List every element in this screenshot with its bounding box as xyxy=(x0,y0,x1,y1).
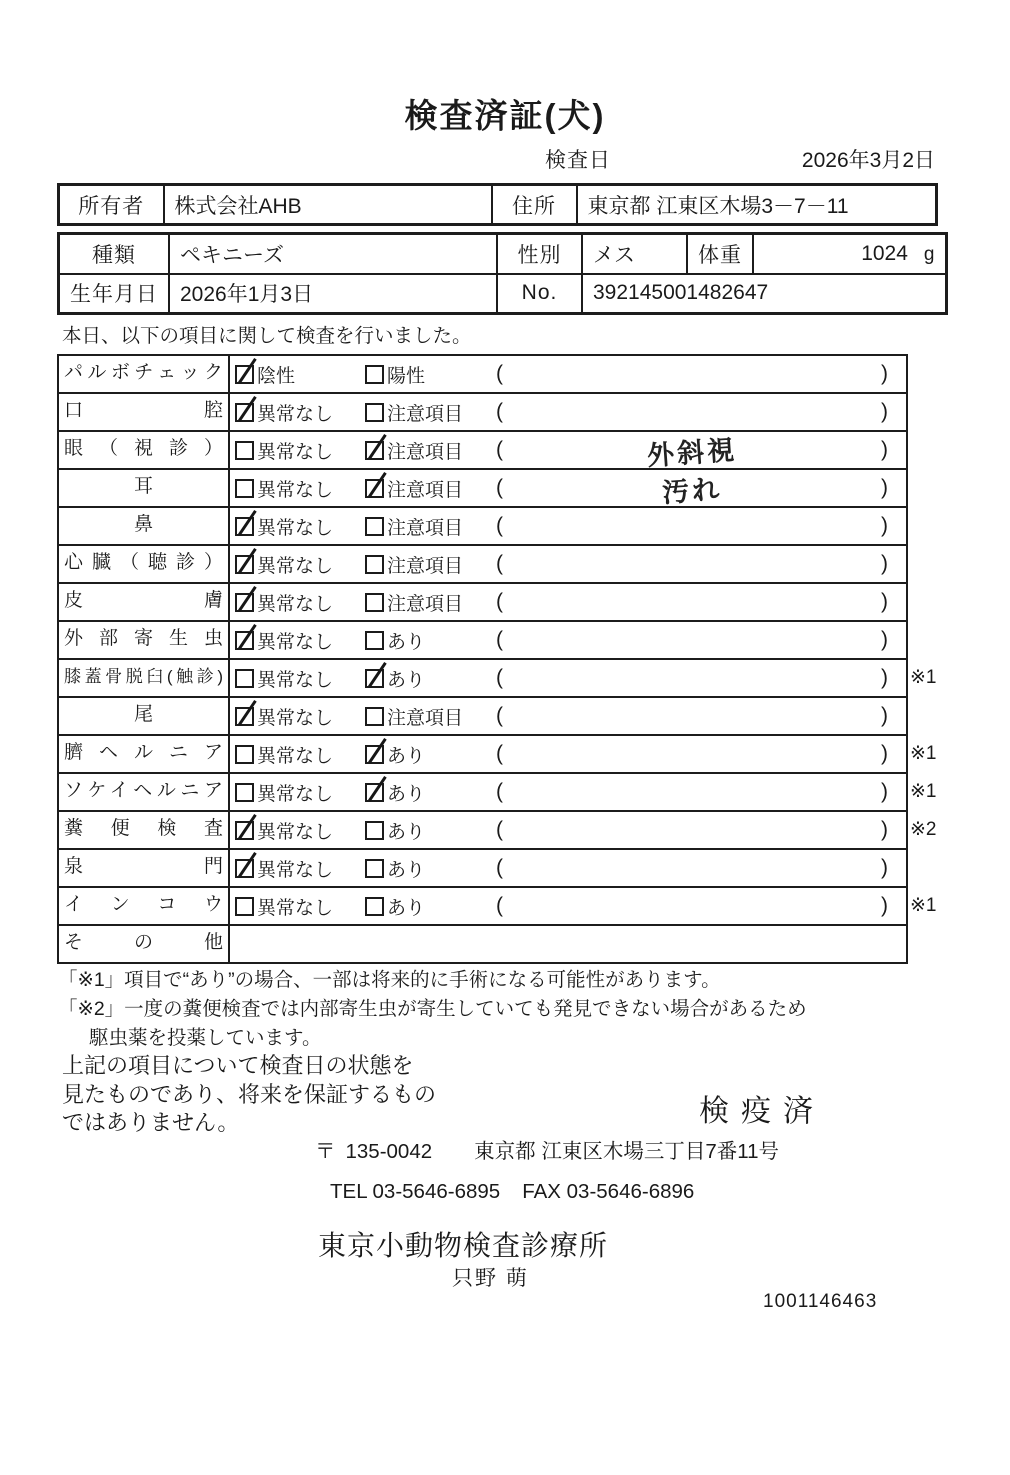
option-1-label: 異常なし xyxy=(257,403,334,425)
birth-value: 2026年1月3日 xyxy=(169,274,497,314)
inspection-item-label: 耳 xyxy=(59,470,230,506)
option-1-label: 異常なし xyxy=(257,745,334,767)
paren-close: ) xyxy=(881,894,888,917)
inspection-row xyxy=(59,774,937,812)
option-1 xyxy=(235,589,365,616)
paren-open: ( xyxy=(496,476,503,499)
remarks-field xyxy=(496,666,888,690)
inspection-row xyxy=(59,470,906,508)
examiner-name: 只野 萌 xyxy=(452,1267,529,1290)
weight-unit: g xyxy=(923,243,935,265)
checkbox-icon xyxy=(235,707,254,726)
option-1 xyxy=(235,399,365,426)
option-2-label: 注意項目 xyxy=(387,403,464,425)
footnote-1: 「※1」項目で“あり”の場合、一部は将来的に手術になる可能性があります。 xyxy=(58,969,721,991)
inspection-row xyxy=(59,546,906,584)
owner-value: 株式会社AHB xyxy=(164,185,492,225)
option-2 xyxy=(365,589,496,616)
paren-open: ( xyxy=(496,514,503,537)
option-2-label: あり xyxy=(387,859,426,881)
inspection-item-label: パルボチェック xyxy=(59,356,230,392)
inspection-item-label: 心臓（聴診） xyxy=(59,546,230,582)
checkbox-icon xyxy=(365,783,384,802)
paren-open: ( xyxy=(496,818,503,841)
inspection-item-label: 尾 xyxy=(59,698,230,734)
inspection-row-content xyxy=(230,812,937,848)
disclaimer-line1: 上記の項目について検査日の状態を xyxy=(62,1053,414,1078)
checkbox-icon xyxy=(235,479,254,498)
remarks-field xyxy=(496,628,888,652)
pet-table xyxy=(57,232,948,315)
checkbox-icon xyxy=(365,555,384,574)
checkbox-icon xyxy=(235,783,254,802)
option-1-label: 異常なし xyxy=(257,897,334,919)
option-1-label: 異常なし xyxy=(257,783,334,805)
paren-open: ( xyxy=(496,628,503,651)
remarks-field xyxy=(496,894,888,918)
paren-open: ( xyxy=(496,666,503,689)
option-2 xyxy=(365,627,496,654)
address-value: 東京都 江東区木場3－7－11 xyxy=(577,185,937,225)
inspection-row xyxy=(59,812,937,850)
option-2-label: 陽性 xyxy=(387,365,426,387)
owner-table xyxy=(57,183,938,226)
remarks-field xyxy=(496,514,888,538)
paren-open: ( xyxy=(496,362,503,385)
checkbox-icon xyxy=(365,365,384,384)
paren-open: ( xyxy=(496,438,503,461)
inspection-item-label: 膝蓋骨脱臼(触診) xyxy=(59,660,230,696)
paren-open: ( xyxy=(496,742,503,765)
footnote-2-line2: 駆虫薬を投薬しています。 xyxy=(89,1027,322,1049)
inspection-row-content xyxy=(230,660,937,696)
option-2 xyxy=(365,855,496,882)
option-1 xyxy=(235,855,365,882)
option-2 xyxy=(365,361,496,388)
inspection-item-label: その他 xyxy=(59,926,230,962)
checkbox-icon xyxy=(235,365,254,384)
paren-close: ) xyxy=(881,856,888,879)
paren-open: ( xyxy=(496,400,503,423)
inspection-row xyxy=(59,660,937,698)
handwritten-note: 外斜視 xyxy=(646,434,739,471)
weight-label: 体重 xyxy=(687,234,753,274)
quarantine-stamp: 検疫済 xyxy=(699,1095,825,1128)
inspection-item-label: 糞便検査 xyxy=(59,812,230,848)
paren-open: ( xyxy=(496,780,503,803)
inspection-row-content xyxy=(230,356,906,392)
inspection-row xyxy=(59,850,906,888)
option-2-label: あり xyxy=(387,821,426,843)
footnote-mark: ※2 xyxy=(910,819,937,840)
inspection-row-content xyxy=(230,926,906,962)
option-1 xyxy=(235,361,365,388)
paren-close: ) xyxy=(881,666,888,689)
disclaimer-line3: ではありません。 xyxy=(62,1110,240,1135)
paren-close: ) xyxy=(881,704,888,727)
option-2 xyxy=(365,741,496,768)
footnote-mark: ※1 xyxy=(910,667,937,688)
option-2 xyxy=(365,703,496,730)
checkbox-icon xyxy=(365,441,384,460)
checkbox-icon xyxy=(235,403,254,422)
option-2-label: あり xyxy=(387,745,426,767)
footnote-mark: ※1 xyxy=(910,781,937,802)
inspection-row-content xyxy=(230,888,937,924)
option-2 xyxy=(365,399,496,426)
option-1 xyxy=(235,893,365,920)
document-number: 1001146463 xyxy=(763,1291,878,1312)
paren-close: ) xyxy=(881,400,888,423)
checkbox-icon xyxy=(365,707,384,726)
inspection-row xyxy=(59,926,906,962)
footnote-2-line1: 「※2」一度の糞便検査では内部寄生虫が寄生していても発見できない場合があるため xyxy=(58,998,807,1020)
option-2 xyxy=(365,893,496,920)
paren-open: ( xyxy=(496,704,503,727)
option-1-label: 異常なし xyxy=(257,631,334,653)
option-1-label: 異常なし xyxy=(257,441,334,463)
clinic-fax: FAX 03-5646-6896 xyxy=(522,1180,695,1203)
option-1 xyxy=(235,627,365,654)
checkbox-icon xyxy=(365,745,384,764)
option-2 xyxy=(365,779,496,806)
option-2-label: 注意項目 xyxy=(387,479,464,501)
option-1-label: 異常なし xyxy=(257,821,334,843)
checkbox-icon xyxy=(365,631,384,650)
no-value: 392145001482647 xyxy=(582,274,946,314)
paren-open: ( xyxy=(496,894,503,917)
checkbox-icon xyxy=(365,859,384,878)
option-1 xyxy=(235,475,365,502)
option-1-label: 異常なし xyxy=(257,555,334,577)
postal-mark-icon: 〒 xyxy=(315,1140,336,1163)
clinic-name: 東京小動物検査診療所 xyxy=(318,1230,609,1261)
inspection-row-content xyxy=(230,736,937,772)
clinic-tel: TEL 03-5646-6895 xyxy=(330,1180,501,1203)
inspection-item-label: 眼（視診） xyxy=(59,432,230,468)
option-2-label: あり xyxy=(387,783,426,805)
remarks-field xyxy=(496,362,888,386)
inspection-row-content xyxy=(230,470,906,506)
option-2 xyxy=(365,437,496,464)
disclaimer xyxy=(62,1052,436,1138)
inspection-item-label: 泉門 xyxy=(59,850,230,886)
paren-close: ) xyxy=(881,742,888,765)
option-2-label: あり xyxy=(387,631,426,653)
inspection-item-label: 鼻 xyxy=(59,508,230,544)
paren-close: ) xyxy=(881,590,888,613)
remarks-field xyxy=(496,590,888,614)
checkbox-icon xyxy=(365,669,384,688)
inspection-row xyxy=(59,356,906,394)
checkbox-icon xyxy=(235,555,254,574)
sex-label: 性別 xyxy=(497,234,582,274)
option-2 xyxy=(365,665,496,692)
paren-close: ) xyxy=(881,438,888,461)
inspection-item-label: 皮膚 xyxy=(59,584,230,620)
inspection-row xyxy=(59,584,906,622)
checkbox-icon xyxy=(235,631,254,650)
option-1 xyxy=(235,779,365,806)
option-2-label: 注意項目 xyxy=(387,555,464,577)
paren-close: ) xyxy=(881,514,888,537)
option-1-label: 異常なし xyxy=(257,479,334,501)
inspection-item-label: ソケイヘルニア xyxy=(59,774,230,810)
option-1-label: 異常なし xyxy=(257,707,334,729)
remarks-field xyxy=(496,469,888,508)
option-1 xyxy=(235,437,365,464)
inspection-item-label: 外部寄生虫 xyxy=(59,622,230,658)
inspection-date-value: 2026年3月2日 xyxy=(801,149,935,172)
remarks-field xyxy=(496,818,888,842)
sex-value: メス xyxy=(582,234,687,274)
option-1 xyxy=(235,817,365,844)
option-1 xyxy=(235,513,365,540)
inspection-row xyxy=(59,888,937,926)
remarks-field xyxy=(496,552,888,576)
weight-number: 1024 xyxy=(861,241,908,265)
paren-close: ) xyxy=(881,780,888,803)
checkbox-icon xyxy=(365,479,384,498)
checkbox-icon xyxy=(365,517,384,536)
option-2-label: 注意項目 xyxy=(387,593,464,615)
inspection-item-label: 口腔 xyxy=(59,394,230,430)
footnote-mark: ※1 xyxy=(910,895,937,916)
option-1-label: 異常なし xyxy=(257,669,334,691)
option-1-label: 陰性 xyxy=(257,365,296,387)
paren-open: ( xyxy=(496,590,503,613)
footnotes xyxy=(58,966,807,1053)
inspection-row xyxy=(59,736,937,774)
option-2-label: 注意項目 xyxy=(387,441,464,463)
postal-code: 135-0042 xyxy=(345,1140,433,1163)
checkbox-icon xyxy=(235,859,254,878)
checkbox-icon xyxy=(235,821,254,840)
species-label: 種類 xyxy=(59,234,170,274)
inspection-row-content xyxy=(230,850,906,886)
inspection-table xyxy=(57,354,937,964)
option-1-label: 異常なし xyxy=(257,593,334,615)
document-title: 検査済証(犬) xyxy=(404,97,606,134)
inspection-row-content xyxy=(230,698,906,734)
option-2 xyxy=(365,475,496,502)
clinic-tel-line xyxy=(330,1180,694,1204)
inspection-row-content xyxy=(230,584,906,620)
option-2 xyxy=(365,817,496,844)
option-1 xyxy=(235,741,365,768)
remarks-field xyxy=(496,742,888,766)
species-row xyxy=(59,234,947,274)
handwritten-note: 汚れ xyxy=(661,473,724,508)
paren-close: ) xyxy=(881,552,888,575)
birth-label: 生年月日 xyxy=(59,274,170,314)
inspection-item-label: インコウ xyxy=(59,888,230,924)
inspection-date-row xyxy=(57,144,935,174)
species-value: ペキニーズ xyxy=(169,234,497,274)
checkbox-icon xyxy=(235,745,254,764)
disclaimer-line2: 見たものであり、将来を保証するもの xyxy=(62,1081,437,1107)
paren-open: ( xyxy=(496,856,503,879)
option-2 xyxy=(365,513,496,540)
option-2 xyxy=(365,551,496,578)
paren-close: ) xyxy=(881,476,888,499)
weight-value xyxy=(753,234,946,274)
checkbox-icon xyxy=(365,593,384,612)
paren-open: ( xyxy=(496,552,503,575)
inspection-row-content xyxy=(230,508,906,544)
remarks-field xyxy=(496,780,888,804)
checkbox-icon xyxy=(235,669,254,688)
footnote-mark: ※1 xyxy=(910,743,937,764)
inspection-item-label: 臍ヘルニア xyxy=(59,736,230,772)
inspection-row xyxy=(59,508,906,546)
checkbox-icon xyxy=(365,403,384,422)
clinic-address: 東京都 江東区木場三丁目7番11号 xyxy=(474,1140,780,1163)
checkbox-icon xyxy=(365,821,384,840)
paren-close: ) xyxy=(881,818,888,841)
inspection-date-label: 検査日 xyxy=(545,149,611,172)
option-2-label: あり xyxy=(387,897,426,919)
address-label: 住所 xyxy=(492,185,577,225)
birth-row xyxy=(59,274,947,314)
no-label: No. xyxy=(497,274,582,314)
inspection-row-content xyxy=(230,622,906,658)
paren-close: ) xyxy=(881,628,888,651)
option-1 xyxy=(235,551,365,578)
owner-label: 所有者 xyxy=(59,185,164,225)
checkbox-icon xyxy=(235,441,254,460)
option-2-label: 注意項目 xyxy=(387,517,464,539)
inspection-row xyxy=(59,698,906,736)
option-2-label: あり xyxy=(387,669,426,691)
checkbox-icon xyxy=(235,593,254,612)
option-1-label: 異常なし xyxy=(257,517,334,539)
inspection-row xyxy=(59,622,906,660)
owner-row xyxy=(59,185,937,225)
intro-text: 本日、以下の項目に関して検査を行いました。 xyxy=(62,325,472,347)
option-1 xyxy=(235,665,365,692)
checkbox-icon xyxy=(235,517,254,536)
checkbox-icon xyxy=(235,897,254,916)
remarks-field xyxy=(496,704,888,728)
option-1-label: 異常なし xyxy=(257,859,334,881)
remarks-field xyxy=(496,856,888,880)
clinic-postal-line xyxy=(315,1134,779,1164)
option-1 xyxy=(235,703,365,730)
paren-close: ) xyxy=(881,362,888,385)
inspection-row-content xyxy=(230,546,906,582)
option-2-label: 注意項目 xyxy=(387,707,464,729)
inspection-row-content xyxy=(230,774,937,810)
checkbox-icon xyxy=(365,897,384,916)
